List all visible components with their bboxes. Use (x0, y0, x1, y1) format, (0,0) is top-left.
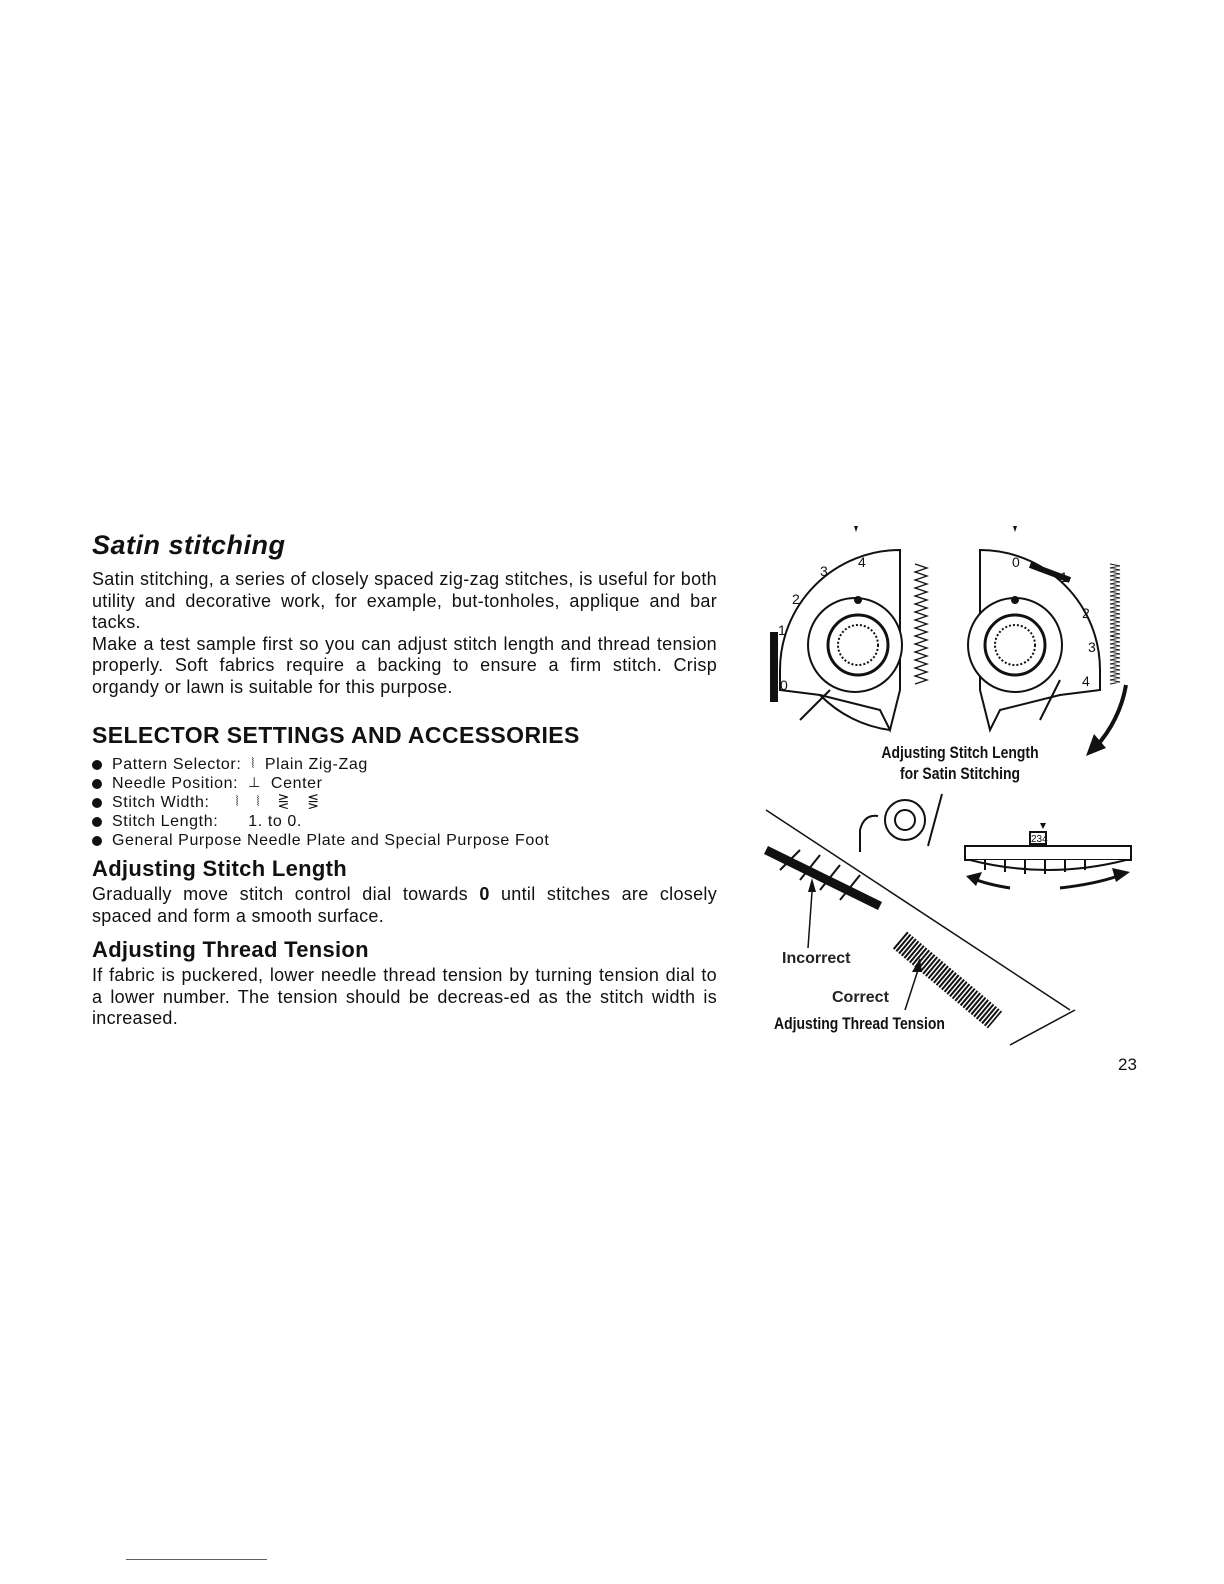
right-dial-number: 3 (1088, 639, 1096, 655)
tension-caption: Adjusting Thread Tension (774, 1014, 945, 1033)
correct-label: Correct (832, 989, 889, 1006)
bullet-icon (92, 836, 102, 846)
illustration-drawing (760, 520, 1150, 1060)
bullet-icon (92, 779, 102, 789)
bullet-icon (92, 760, 102, 770)
right-stitch-dial (968, 526, 1100, 730)
left-stitch-dial (770, 526, 902, 730)
settings-item-pattern (92, 755, 717, 774)
right-dial-number: 0 (1012, 554, 1020, 570)
settings-heading: SELECTOR SETTINGS AND ACCESSORIES (92, 722, 580, 748)
settings-label: Stitch Length: (112, 813, 219, 830)
settings-item-accessories (92, 831, 717, 850)
left-dial-number: 4 (858, 554, 866, 570)
left-dial-number: 2 (792, 591, 800, 607)
page-title: Satin stitching (92, 530, 286, 560)
thread-tension-text: If fabric is puckered, lower needle thread tension by turning tension dial to a lower number. The tension should be decreas-ed as the stitch width is increased. (92, 965, 717, 1028)
tension-dial (860, 794, 1131, 874)
stitch-length-heading: Adjusting Stitch Length (92, 856, 347, 881)
caption-line-1: Adjusting Stitch Length (881, 743, 1039, 762)
settings-value: Center (270, 775, 323, 792)
zigzag-sample-right (1110, 564, 1120, 684)
incorrect-stitching (766, 850, 880, 906)
settings-value: 1. to 0. (248, 813, 302, 830)
settings-item-needle (92, 774, 717, 793)
intro-paragraph-2: Make a test sample first so you can adjust stitch length and thread tension properly. Soft fabrics require a backing to ensure a firm stitch. Crisp organdy or lawn is suitable for this purpose. (92, 633, 717, 697)
intro-paragraph-1: Satin stitching, a series of closely spaced zig-zag stitches, is useful for both utility and decorative work, for example, but-tonholes, applique and bar tacks. (92, 569, 717, 632)
stitch-length-caption (845, 742, 1075, 784)
stitch-length-text (92, 884, 717, 927)
stitch-width-icons: ⦚⦚⋛⋚ (235, 794, 337, 810)
settings-label: General Purpose Needle Plate and Special Purpose Foot (112, 832, 550, 849)
tension-dial-numbers: 234 (1031, 834, 1048, 845)
settings-label: Needle Position: (112, 775, 239, 792)
caption-line-2: for Satin Stitching (899, 764, 1021, 783)
right-dial-number: 2 (1082, 605, 1090, 621)
stitch-length-zero: 0 (479, 884, 490, 904)
needle-position-icon: ⊥ (248, 775, 261, 791)
settings-item-width (92, 793, 717, 812)
left-dial-number: 0 (780, 677, 788, 693)
stitch-length-text-b: until stitches are closely spaced and form a smooth surface. (92, 884, 718, 926)
right-dial-number: 4 (1082, 673, 1090, 689)
settings-label: Pattern Selector: (112, 756, 242, 773)
page-number: 23 (1118, 1055, 1137, 1074)
illustration (760, 520, 1150, 1060)
thread-tension-heading: Adjusting Thread Tension (92, 937, 369, 962)
bullet-icon (92, 798, 102, 808)
settings-value: Plain Zig-Zag (264, 756, 368, 773)
left-dial-number: 1 (778, 622, 786, 638)
incorrect-label: Incorrect (782, 950, 851, 967)
arrow-icon (1060, 876, 1118, 888)
arrow-icon (1095, 685, 1126, 748)
settings-list (92, 755, 717, 850)
left-dial-number: 3 (820, 563, 828, 579)
footer-divider (126, 1559, 267, 1560)
text-column (92, 530, 717, 1030)
settings-item-length (92, 812, 717, 831)
bullet-icon (92, 817, 102, 827)
zigzag-sample-left (915, 564, 927, 684)
zigzag-icon: ⦚ (251, 756, 255, 772)
right-dial-number: 1 (1060, 569, 1068, 585)
stitch-length-text-a: Gradually move stitch control dial towards (92, 884, 480, 904)
settings-label: Stitch Width: (112, 794, 210, 811)
